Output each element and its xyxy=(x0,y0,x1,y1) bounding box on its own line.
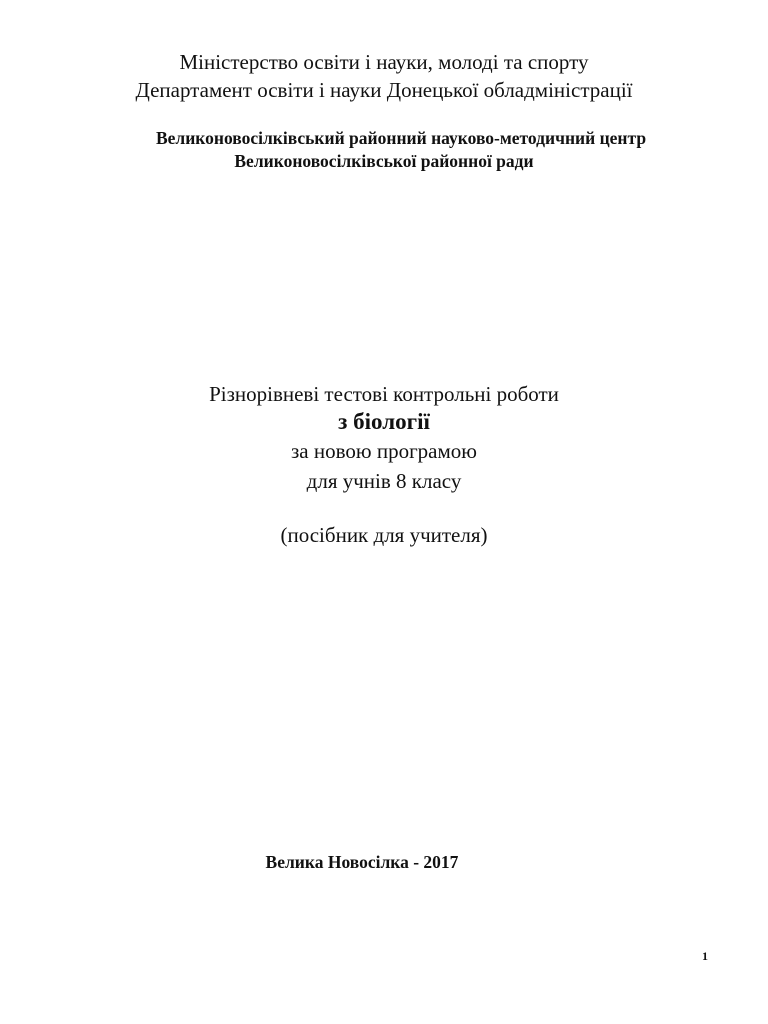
title-line1: Різнорівневі тестові контрольні роботи xyxy=(209,382,559,406)
ministry-heading: Міністерство освіти і науки, молоді та спорту xyxy=(179,50,589,74)
title-line3: за новою програмою xyxy=(291,439,477,463)
manual-note: (посібник для учителя) xyxy=(280,523,488,547)
center-heading-line2: Великоновосілківської районної ради xyxy=(234,151,534,171)
page-number: 1 xyxy=(702,949,708,963)
subject-title: з біології xyxy=(338,409,430,434)
place-year: Велика Новосілка - 2017 xyxy=(265,852,459,872)
title-line4: для учнів 8 класу xyxy=(306,469,462,493)
department-heading: Департамент освіти і науки Донецької обладміністрації xyxy=(135,78,633,102)
center-heading-line1: Великоновосілківський районний науково-методичний центр xyxy=(155,128,647,148)
